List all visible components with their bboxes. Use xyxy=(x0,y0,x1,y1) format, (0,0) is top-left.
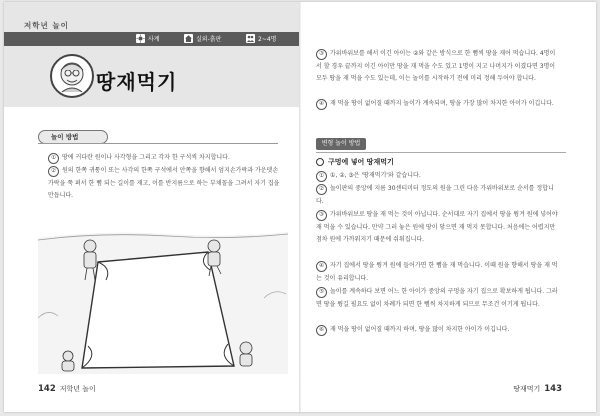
bullet-icon xyxy=(316,158,324,166)
variation-step-3 xyxy=(316,209,560,247)
left-page xyxy=(4,2,300,412)
step-text: 원의 한쪽 귀퉁이 또는 사각의 한쪽 구석에서 안쪽을 향해서 엄지손가락과 가운뎃손가락을 쭉 펴서 한 뼘 되는 길이를 재고, 이를 반지름으로 하는 부채꼴을 그려서 자기 집을 만듭니다. xyxy=(48,167,280,199)
footer-label: 땅재먹기 xyxy=(513,385,541,393)
section-title: 놀이 방법 xyxy=(51,133,79,141)
people-icon xyxy=(246,34,255,43)
page-number: 142 xyxy=(38,384,56,394)
variation-divider xyxy=(316,152,566,153)
step-number: ③ xyxy=(316,210,327,221)
meta-place xyxy=(184,34,221,43)
step-number: ① xyxy=(316,171,327,182)
left-footer xyxy=(38,384,96,394)
variation-step-1 xyxy=(316,170,560,183)
step-3 xyxy=(316,48,560,86)
variation-step-6 xyxy=(316,324,560,337)
variation-step-4 xyxy=(316,260,560,285)
step-text: 자기 집에서 땅을 튕겨 원에 들어가면 한 뼘을 재 먹습니다. 이때 원을 향해서 땅을 재 먹는 것이 유리합니다. xyxy=(316,262,558,282)
right-page xyxy=(300,2,596,412)
right-footer xyxy=(513,384,562,394)
variation-title-text: 구멍에 넣어 땅재먹기 xyxy=(328,158,394,166)
step-2 xyxy=(48,165,280,203)
step-number: ② xyxy=(48,166,59,177)
variation-step-5 xyxy=(316,286,560,311)
variation-tag: 변형 놀이 방법 xyxy=(316,138,366,150)
page-title: 땅재먹기 xyxy=(96,70,178,94)
step-number: ⑤ xyxy=(316,287,327,298)
variation-step-2 xyxy=(316,183,560,208)
house-icon xyxy=(184,34,193,43)
step-text: 재 먹을 땅이 없어질 때까지 하며, 땅을 많이 차지한 아이가 이깁니다. xyxy=(330,326,510,333)
step-text: ①, ②, ③은 '땅재먹기'와 같습니다. xyxy=(330,172,421,179)
footer-label: 저학년 놀이 xyxy=(59,385,96,393)
character-avatar xyxy=(50,54,94,98)
step-text: 놀이를 계속하다 보면 어느 한 아이가 중앙의 구멍을 자기 집으로 확보하게 됩니다. 그러면 땅을 튕길 필요도 없이 차례가 되면 한 뼘씩 차지하게 되므로 무조건 이기게 됩니다. xyxy=(316,288,558,308)
step-text: 땅에 커다란 원이나 사각형을 그리고 각자 한 구석씩 차지합니다. xyxy=(62,154,230,161)
section-pill xyxy=(38,130,108,144)
step-number: ④ xyxy=(316,99,327,110)
book-spread xyxy=(4,2,596,412)
children-playing-illustration xyxy=(38,228,288,374)
step-4 xyxy=(316,98,560,111)
meta-season xyxy=(136,34,160,43)
meta-players xyxy=(246,34,276,43)
step-text: 재 먹을 땅이 없어질 때까지 놀이가 계속되며, 땅을 가장 많이 차지한 아이가 이깁니다. xyxy=(330,100,554,107)
meta-players-label: 2~4명 xyxy=(258,36,277,43)
section-divider xyxy=(38,143,278,144)
meta-season-label: 사계 xyxy=(148,36,160,43)
step-text: 가위바위보로 땅을 재 먹는 것이 아닙니다. 순서대로 자기 집에서 땅을 튕겨 원에 넣어야 재 먹을 수 있습니다. 만약 그러 놓은 원에 땅이 닿으면 재 먹지 못합니다. 처음에는 어렵지만 점차 원에 가까워지기 때문에 쉬워집니다. xyxy=(316,211,558,243)
series-title: 저학년 놀이 xyxy=(24,21,69,30)
step-1 xyxy=(48,152,280,165)
meta-bar xyxy=(4,32,300,46)
step-number: ③ xyxy=(316,49,327,60)
step-number: ④ xyxy=(316,261,327,272)
step-text: 놀이판의 중앙에 지름 30센티미터 정도의 원을 그린 다음 가위바위보로 순서를 정합니다. xyxy=(316,185,554,205)
step-number: ① xyxy=(48,153,59,164)
section-heading xyxy=(38,130,128,144)
step-text: 가위바위보를 해서 이긴 아이는 ②와 같은 방식으로 한 뼘씩 땅을 재어 먹습니다. 4명이서 할 경우 끝까지 이긴 아이만 땅을 재 먹을 수도 있고 1명이 지고 나머지가 이겼다면 3명이 모두 땅을 재 먹을 수도 있는데, 이는 놀이를 시작하기 전에 미리 정해 두어야 합니다. xyxy=(316,50,556,82)
meta-place-label: 실외-흙판 xyxy=(196,36,222,43)
sun-icon xyxy=(136,34,145,43)
variation-title xyxy=(316,157,394,167)
page-number: 143 xyxy=(544,384,562,394)
step-number: ⑥ xyxy=(316,325,327,336)
step-number: ② xyxy=(316,184,327,195)
